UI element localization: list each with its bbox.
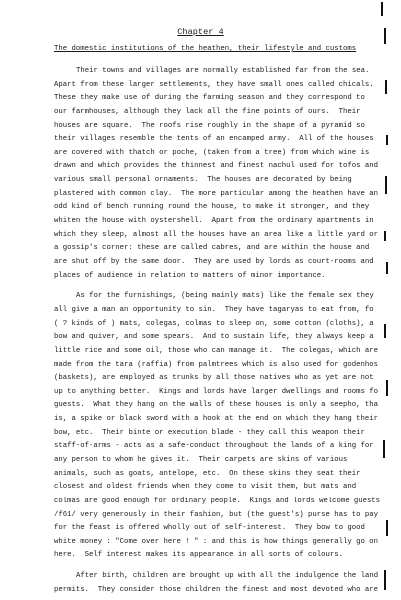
text-line: Apart from these larger settlements, they have small ones called chicals. — [54, 80, 374, 89]
text-line: As for the furnishings, (being mainly mats) like the female sex they — [76, 292, 374, 301]
margin-mark — [384, 231, 386, 241]
text-line: little rice and some oil, those who can manage it. The colegas, which are — [54, 346, 379, 355]
margin-mark — [383, 440, 385, 458]
text-line: all give a man an opportunity to sin. They have tagaryas to eat from, fo — [54, 306, 374, 315]
text-line: which they sleep, almost all the houses have an area like a little yard or — [54, 230, 379, 239]
margin-mark — [386, 520, 388, 536]
margin-mark — [386, 262, 388, 274]
chapter-title: The domestic institutions of the heathen, their lifestyle and customs — [54, 45, 357, 53]
text-line: their villages resemble the tents of an encamped army. All of the houses — [54, 135, 374, 144]
text-line: places of audience in relation to matters of minor importance. — [54, 271, 326, 280]
text-line: made from the tara (raffia) from palmtrees which is also used for godenhos — [54, 360, 379, 369]
text-line: are covered with thatch or poche, (taken from a tree) from which wine is — [54, 148, 370, 157]
text-line: colmas are good enough for ordinary people. Kings and lords welcome guests — [54, 496, 380, 505]
text-line: are shut off by the same door. They are used by lords as court-rooms and — [54, 257, 374, 266]
text-line: animals, such as goats, antelope, etc. On these skins they seat their — [54, 469, 361, 478]
text-line: staff-of-arms - acts as a safe-conduct throughout the lands of a king for — [54, 442, 374, 451]
text-line: bow, etc. Their binte or execution blade - they call this weapon their — [54, 428, 365, 437]
margin-mark — [385, 80, 387, 94]
margin-mark — [386, 135, 388, 145]
text-line: drawn and which provides the thinnest and finest nachul used for tofos and — [54, 162, 379, 171]
text-line: These they make use of during the farming season and they correspond to — [54, 94, 365, 103]
margin-mark — [381, 2, 383, 16]
text-line: a gossip's corner: these are called cabres, and are within the house and — [54, 244, 370, 253]
text-line: plastered with common clay. The more particular among the heathen have an — [54, 189, 379, 198]
text-line: up to anything better. Kings and lords have larger dwellings and rooms fo — [54, 387, 379, 396]
text-line: white money : "Come over here ! " : and this is how things generally go on — [54, 537, 379, 546]
text-line: closest and oldest friends when they come to visit them, but mats and — [54, 483, 357, 492]
text-line: here. Self interest makes its appearance in all sorts of colours. — [54, 551, 344, 560]
margin-mark — [384, 324, 386, 338]
text-line: for the feast is offered wholly out of self-interest. They bow to good — [54, 524, 365, 533]
text-line: whiten the house with oystershell. Apart from the ordinary apartments in — [54, 216, 374, 225]
text-line: permits. They consider those children the finest and most devoted who are — [54, 586, 379, 594]
margin-mark — [384, 570, 386, 590]
margin-mark — [384, 28, 386, 44]
text-line: (baskets), are employed as trunks by all those natives who as yet are not — [54, 374, 374, 383]
text-line: guests. What they hang on the walls of these houses is only a seepho, tha — [54, 401, 379, 410]
text-line: any person to whom he gives it. Their carpets are skins of various — [54, 456, 348, 465]
text-line: various small personal ornaments. The houses are decorated by being — [54, 176, 352, 185]
chapter-heading: Chapter 4 — [177, 27, 224, 37]
margin-mark — [385, 176, 387, 194]
text-line: After birth, children are brought up with all the indulgence the land — [76, 572, 379, 581]
text-line: is, a spike or black sword with a hook at the end on which they hang their — [54, 415, 379, 424]
text-line: our farmhouses, although they lack all the fine points of ours. Their — [54, 107, 361, 116]
text-line: Their towns and villages are normally established far from the sea. — [76, 67, 370, 75]
text-line: bow and quiver, and some spears. And to sustain life, they always keep a — [54, 333, 374, 342]
text-line: /f61/ very generously in their fashion, but (the guest's) purse has to pay — [54, 510, 379, 519]
margin-mark — [386, 380, 388, 396]
text-line: ( ? kinds of ) mats, colegas, colmas to sleep on, some cotton (cloths), a — [54, 319, 374, 328]
text-line: houses are square. The roofs rise roughly in the shape of a pyramid so — [54, 121, 365, 130]
text-line: odd kind of bench running round the house, to make it stronger, and they — [54, 203, 370, 212]
